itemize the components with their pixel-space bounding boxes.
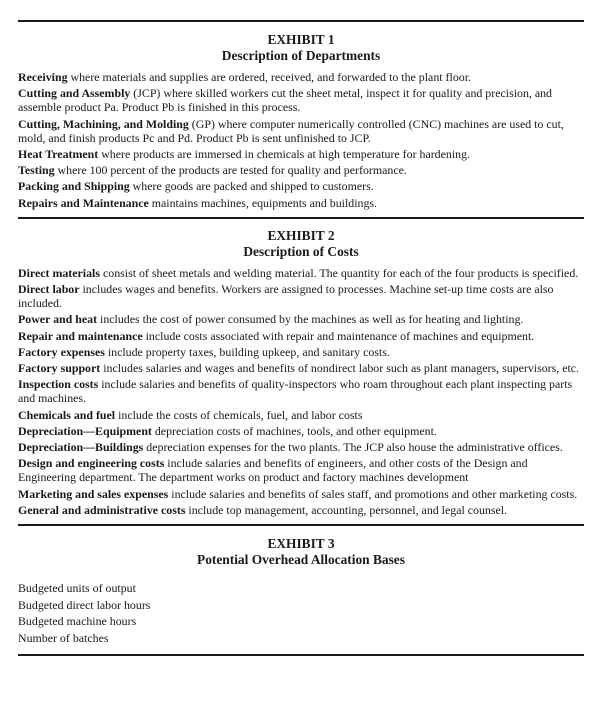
entry-design-engineering: Design and engineering costs include salaries and benefits of engineers, and other costs of the Design and Engineering department. The department works on product and factory machines development [18,456,528,485]
entry-direct-materials: Direct materials consist of sheet metals and welding material. The quantity for each of the four products is specified. [18,265,579,280]
list-item: Budgeted direct labor hours [18,597,151,612]
entry-inspection-costs: Inspection costs include salaries and benefits of quality-inspectors who roam throughout each plant inspecting parts and machines. [18,377,573,406]
exhibit-2-title: Description of Costs [243,243,359,259]
entry-receiving: Receiving where materials and supplies are ordered, received, and forwarded to the plant floor. [18,70,471,84]
section-rule [18,654,584,656]
entry-marketing-sales: Marketing and sales expenses include salaries and benefits of sales staff, and promotions and other marketing costs. [18,486,578,501]
exhibit-2-heading: EXHIBIT 2 [267,227,335,243]
entry-factory-support: Factory support includes salaries and wages and benefits of nondirect labor such as plant managers, supervisors, etc. [18,361,580,376]
exhibit-1-title: Description of Departments [221,48,381,63]
exhibit-2-entries [18,266,584,517]
list-item: Budgeted units of output [18,581,136,596]
entry-cutting-machining-molding: Cutting, Machining, and Molding (GP) where computer numerically controlled (CNC) machines are used to cut, mold, and finish products Pc and Pd. Product Pb is sent unfinished to JCP. [18,116,564,145]
entry-power-heat: Power and heat includes the cost of power consumed by the machines as well as for heating and lighting. [18,312,524,327]
entry-repairs-maintenance: Repairs and Maintenance maintains machines, equipments and buildings. [18,195,378,210]
entry-direct-labor: Direct labor includes wages and benefits. Workers are assigned to processes. Machine set-up time costs are also included. [18,282,554,311]
exhibit-3-bases [18,580,584,646]
entry-chemicals-fuel: Chemicals and fuel include the costs of chemicals, fuel, and labor costs [18,407,363,422]
exhibit-3-heading: EXHIBIT 3 [267,536,335,552]
exhibit-1-entries [18,70,584,210]
list-item: Budgeted machine hours [18,614,137,629]
entry-repair-maintenance: Repair and maintenance include costs associated with repair and maintenance of machines and equipment. [18,328,535,343]
exhibit-1-heading: EXHIBIT 1 [267,32,335,47]
entry-factory-expenses: Factory expenses include property taxes, building upkeep, and sanitary costs. [18,344,390,359]
entry-general-administrative: General and administrative costs include top management, accounting, personnel, and legal counsel. [18,502,508,517]
exhibit-3-title: Potential Overhead Allocation Bases [197,552,405,568]
entry-depreciation-equipment: Depreciation—Equipment depreciation costs of machines, tools, and other equipment. [18,423,437,438]
entry-heat-treatment: Heat Treatment where products are immersed in chemicals at high temperature for hardening. [18,147,471,162]
list-item: Number of batches [18,630,109,645]
entry-cutting-assembly: Cutting and Assembly (JCP) where skilled workers cut the sheet metal, inspect it for quality and precision, and assemble product Pa. Product Pb is finished in this process. [18,86,553,115]
entry-packing-shipping: Packing and Shipping where goods are packed and shipped to customers. [18,179,374,194]
entry-depreciation-buildings: Depreciation—Buildings depreciation expenses for the two plants. The JCP also house the administrative offices. [18,440,563,455]
entry-testing: Testing where 100 percent of the products are tested for quality and performance. [18,163,407,178]
document-page [18,0,584,656]
